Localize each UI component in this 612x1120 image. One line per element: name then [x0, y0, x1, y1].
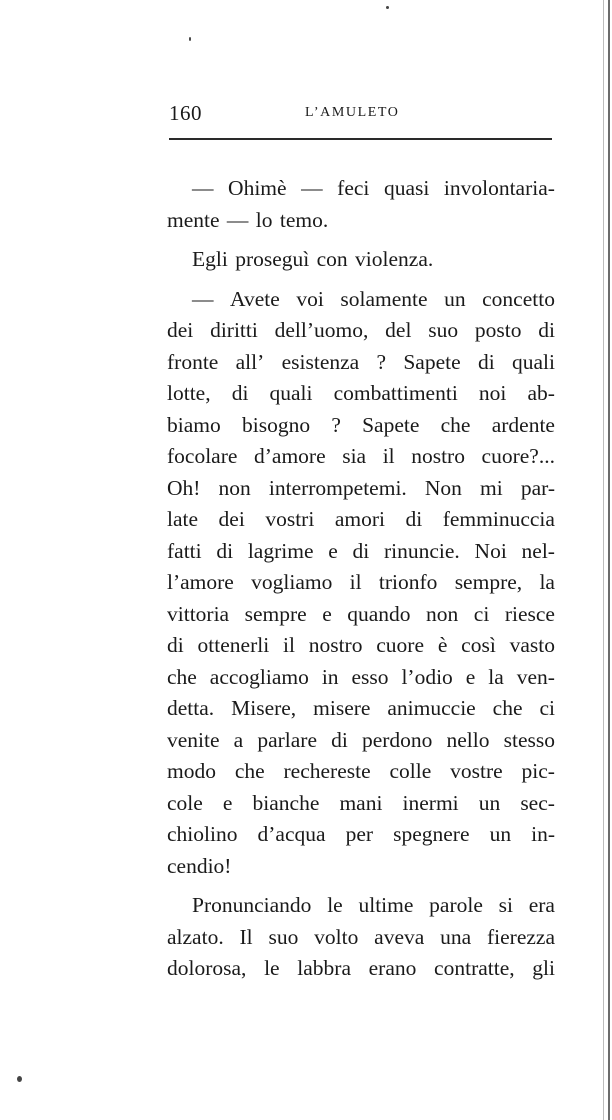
- page-edge-shadow: [608, 0, 610, 1120]
- text-line: — Avete voi solamente un concetto: [192, 286, 555, 311]
- text-line: late dei vostri amori di femminuccia: [167, 507, 555, 531]
- print-speck: [17, 1076, 22, 1082]
- text-line: modo che rechereste colle vostre pic-: [167, 759, 555, 783]
- page-edge-inner-shadow: [603, 0, 604, 1120]
- text-line: venite a parlare di perdono nello stesso: [167, 727, 555, 752]
- page-number: 160: [169, 101, 202, 125]
- text-line: dolorosa, le labbra erano contratte, gli: [167, 956, 555, 980]
- body-text: [167, 173, 555, 985]
- text-line: chiolino d’acqua per spegnere un in-: [167, 822, 555, 846]
- paragraph-gap: [167, 882, 555, 890]
- text-line: fronte all’ esistenza ? Sapete di quali: [167, 349, 555, 374]
- paragraph-gap: [167, 236, 555, 244]
- text-line: fatti di lagrime e di rinuncie. Noi nel-: [167, 538, 555, 563]
- text-line: focolare d’amore sia il nostro cuore?...: [167, 444, 555, 468]
- text-line: Oh! non interrompetemi. Non mi par-: [167, 475, 555, 500]
- text-line: che accogliamo in esso l’odio e la ven-: [167, 664, 555, 689]
- text-line: alzato. Il suo volto aveva una fierezza: [167, 924, 555, 949]
- text-line: vittoria sempre e quando non ci riesce: [167, 601, 555, 626]
- text-line: dei diritti dell’uomo, del suo posto di: [167, 318, 555, 342]
- print-speck: [189, 37, 191, 41]
- text-line: — Ohimè — feci quasi involontaria-: [192, 176, 555, 200]
- text-line: lotte, di quali combattimenti noi ab-: [167, 381, 555, 405]
- text-line: l’amore vogliamo il trionfo sempre, la: [167, 570, 555, 594]
- paragraph-gap: [167, 276, 555, 284]
- running-title: L’AMULETO: [305, 105, 400, 120]
- page-header: [169, 101, 552, 131]
- text-line: biamo bisogno ? Sapete che ardente: [167, 412, 555, 437]
- header-rule: [169, 138, 552, 140]
- text-line: di ottenerli il nostro cuore è così vasto: [167, 633, 555, 657]
- text-line: mente — lo temo.: [167, 207, 329, 232]
- text-line: Egli proseguì con violenza.: [192, 247, 434, 271]
- print-speck: [386, 6, 389, 9]
- text-line: cole e bianche mani inermi un sec-: [167, 790, 555, 815]
- text-line: cendio!: [167, 853, 232, 878]
- text-line: Pronunciando le ultime parole si era: [192, 893, 555, 917]
- text-line: detta. Misere, misere animuccie che ci: [167, 696, 555, 720]
